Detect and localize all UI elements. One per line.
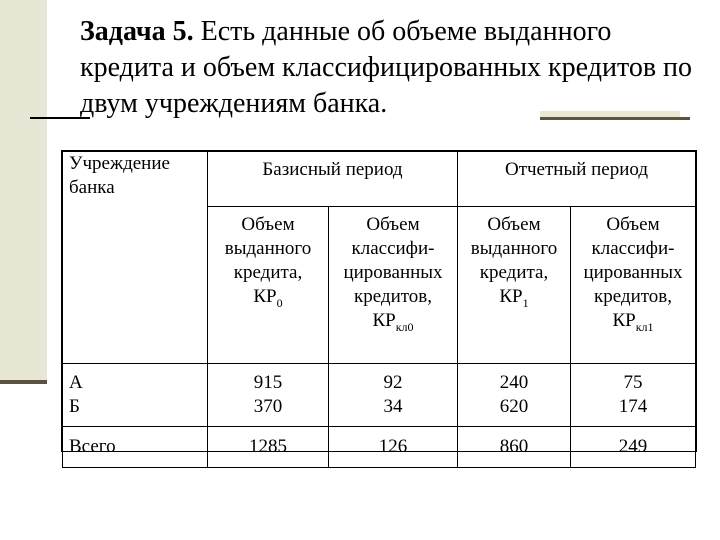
institution-header-line-2: банка <box>69 177 115 198</box>
subheader-krkl0-line: Объем <box>366 214 420 235</box>
table-header-row <box>63 152 696 207</box>
total-label: Всего <box>63 427 208 468</box>
value-cell <box>458 364 571 427</box>
subheader-kr0 <box>208 207 329 364</box>
subheader-krkl1-symbol <box>571 309 695 333</box>
value-a: 240 <box>499 372 529 393</box>
table-row <box>63 364 696 427</box>
side-bar-accent-line <box>0 380 47 384</box>
symbol-text: КР <box>372 310 396 331</box>
symbol-text: КР <box>612 310 636 331</box>
symbol-sub: 0 <box>276 295 283 310</box>
data-table-wrap <box>61 150 697 457</box>
subheader-krkl1-line: Объем <box>606 214 660 235</box>
total-value: 1285 <box>208 427 329 468</box>
symbol-text: КР <box>253 286 277 307</box>
report-period-header: Отчетный период <box>458 152 696 207</box>
subheader-krkl1-line: кредитов, <box>593 286 673 307</box>
total-value: 126 <box>329 427 458 468</box>
subheader-krkl1 <box>571 207 696 364</box>
value-cell <box>571 364 696 427</box>
subheader-kr1 <box>458 207 571 364</box>
symbol-sub: 1 <box>522 295 529 310</box>
institution-header <box>63 152 208 364</box>
subheader-kr0-line: Объем <box>241 214 295 235</box>
total-value: 249 <box>571 427 696 468</box>
subheader-krkl1-line: классифи- <box>591 238 675 259</box>
institution-cell <box>63 364 208 427</box>
subheader-kr1-symbol <box>458 285 570 309</box>
task-text: Есть данные об объеме выданного кредита и объем классифицированных кредитов по двум учреждениям банка. <box>80 16 693 119</box>
subheader-krkl0 <box>329 207 458 364</box>
subheader-krkl0-line: классифи- <box>351 238 435 259</box>
institution-b: Б <box>69 396 80 417</box>
value-a: 915 <box>253 372 283 393</box>
task-number: Задача 5. <box>80 16 194 47</box>
subheader-kr0-line: кредита, <box>233 262 303 283</box>
task-title <box>80 14 700 122</box>
subheader-kr1-line: Объем <box>487 214 541 235</box>
value-b: 34 <box>383 396 403 417</box>
subheader-krkl0-line: цированных <box>343 262 443 283</box>
data-table <box>62 151 696 468</box>
subheader-kr0-symbol <box>208 285 328 309</box>
symbol-sub: кл1 <box>635 319 654 334</box>
institution-a: А <box>69 372 83 393</box>
subheader-kr1-line: выданного <box>470 238 558 259</box>
subheader-krkl0-line: кредитов, <box>353 286 433 307</box>
value-b: 620 <box>499 396 529 417</box>
subheader-krkl0-symbol <box>329 309 457 333</box>
symbol-sub: кл0 <box>395 319 414 334</box>
subheader-krkl1-line: цированных <box>583 262 683 283</box>
slide-side-bar <box>0 0 47 383</box>
value-a: 92 <box>383 372 403 393</box>
subheader-kr0-line: выданного <box>224 238 312 259</box>
table-total-row <box>63 427 696 468</box>
symbol-text: КР <box>499 286 523 307</box>
value-b: 174 <box>618 396 648 417</box>
subheader-kr1-line: кредита, <box>479 262 549 283</box>
value-b: 370 <box>253 396 283 417</box>
value-cell <box>208 364 329 427</box>
total-value: 860 <box>458 427 571 468</box>
base-period-header: Базисный период <box>208 152 458 207</box>
value-a: 75 <box>623 372 643 393</box>
value-cell <box>329 364 458 427</box>
institution-header-line-1: Учреждение <box>69 153 170 174</box>
